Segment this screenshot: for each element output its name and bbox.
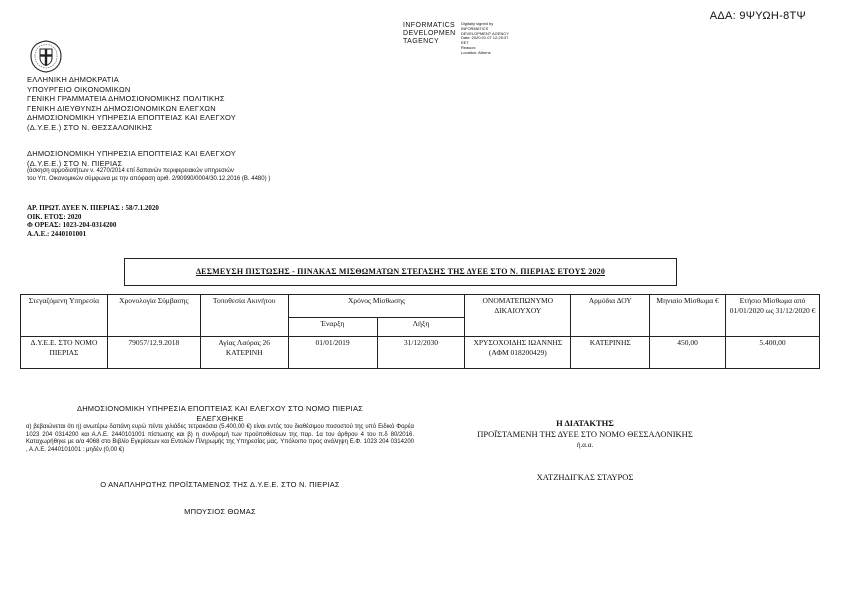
protocol-number: ΑΡ. ΠΡΩΤ. ΔΥΕΕ Ν. ΠΙΕΡΙΑΣ : 58/7.1.2020: [27, 204, 159, 212]
authorizer-heading: Η ΔΙΑΤΑΚΤΗΣ: [556, 418, 614, 428]
header-line: ΓΕΝΙΚΗ ΓΡΑΜΜΑΤΕΙΑ ΔΗΜΟΣΙΟΝΟΜΙΚΗΣ ΠΟΛΙΤΙΚΗΣ: [27, 94, 225, 103]
header-line: ΓΕΝΙΚΗ ΔΙΕΥΘΥΝΣΗ ΔΗΜΟΣΙΟΝΟΜΙΚΩΝ ΕΛΕΓΧΩΝ: [27, 103, 216, 113]
col-header-annual: Ετήσιο Μίσθωμα από 01/01/2020 ως 31/12/2020 €: [726, 295, 820, 337]
verification-heading: [26, 404, 414, 423]
body-code: Φ ΟΡΕΑΣ: 1023-204-0314200: [27, 221, 117, 229]
authorizer-title: ΠΡΟΪΣΤΑΜΕΝΗ ΤΗΣ ΔΥΕΕ ΣΤΟ ΝΟΜΟ ΘΕΣΣΑΛΟΝΙΚΗΣ: [477, 429, 693, 439]
cell-annual: 5.400,00: [726, 337, 820, 369]
signature-line: EET: [461, 40, 469, 46]
cell-end: 31/12/2030: [377, 337, 465, 369]
signature-details: [461, 22, 509, 56]
header-line: ΥΠΟΥΡΓΕΙΟ ΟΙΚΟΝΟΜΙΚΩΝ: [27, 84, 131, 94]
verification-checked: ΕΛΕΓΧΘΗΚΕ: [196, 413, 244, 423]
signature-line: INFORMATICS: [461, 25, 489, 31]
authorizing-officer: [440, 418, 730, 483]
col-header-contract-date: Χρονολογία Σύμβασης: [107, 295, 200, 337]
signature-line: Location: Athens: [461, 49, 491, 55]
deputy-title: Ο ΑΝΑΠΛΗΡΩΤΗΣ ΠΡΟΪΣΤΑΜΕΝΟΣ ΤΗΣ Δ.Υ.Ε.Ε. ΣΤΟ Ν. ΠΙΕΡΙΑΣ: [100, 480, 340, 489]
signature-line: Date: 2020.01.07 12:25:37: [461, 35, 509, 41]
signature-org: [403, 22, 456, 46]
header-line: ΕΛΛΗΝΙΚΗ ΔΗΜΟΚΡΑΤΙΑ: [27, 75, 119, 84]
header-line: ΔΗΜΟΣΙΟΝΟΜΙΚΗ ΥΠΗΡΕΣΙΑ ΕΠΟΠΤΕΙΑΣ ΚΑΙ ΕΛΕΓΧΟΥ: [27, 113, 237, 122]
verification-body: α) βεβαιώνεται ότι η) ανωτέρω δαπάνη ευρώ πέντε χιλιάδες τετρακόσια (5.400,00 €) είναι εντός του διαθέσιμου ποσοστού της υπό Ειδικό Φορέα 1023 204 0314200 και Α.Λ.Ε. 2440101001 πίστωσης και β) η συνδρομή των προϋποθέσεων της παρ. 1α του άρθρου 4 του π.δ 80/2016. Καταχωρήθηκε με α/α 4068 στο Βιβλίο Εγκρίσεων και Εντολών Πληρωμής της Υπηρεσίας μας. Υπόλοιπο προς ανάληψη Ε.Φ. 1023 204 0314200 , Α.Λ.Ε. 2440101001 : μηδέν (0,00 €): [26, 424, 414, 453]
signature-org-line: INFORMATICS: [403, 22, 456, 29]
reference-block: [27, 204, 159, 238]
cell-doy: ΚΑΤΕΡΙΝΗΣ: [571, 337, 650, 369]
header-service: [27, 149, 270, 183]
cell-start: 01/01/2019: [288, 337, 377, 369]
signature-line: Reason:: [461, 44, 476, 50]
header-line: (Δ.Υ.Ε.Ε.) ΣΤΟ Ν. ΘΕΣΣΑΛΟΝΙΚΗΣ: [27, 122, 153, 132]
signature-org-line: TAGENCY: [403, 38, 440, 45]
lease-table: [20, 294, 820, 369]
col-header-address: Τοποθεσία Ακινήτου: [200, 295, 288, 337]
header-note: του Υπ. Οικονομικών σύμφωνα με την απόφαση αριθ. 2/90990/0004/30.12.2016 (Β. 4480) ): [27, 175, 271, 182]
deputy-name: ΜΠΟΥΣΙΟΣ ΘΩΜΑΣ: [184, 507, 256, 516]
col-header-duration: Χρόνος Μίσθωσης: [288, 295, 465, 318]
col-header-start: Έναρξη: [288, 318, 377, 337]
table-header-row: [21, 295, 820, 318]
authorizer-note: ή.α.α.: [576, 441, 594, 449]
ada-code: ΑΔΑ: 9ΨΥΩΗ-8ΤΨ: [709, 10, 806, 22]
col-header-monthly: Μηνιαίο Μίσθωμα €: [650, 295, 726, 337]
document-title: ΔΕΣΜΕΥΣΗ ΠΙΣΤΩΣΗΣ - ΠΙΝΑΚΑΣ ΜΙΣΘΩΜΑΤΩΝ ΣΤΕΓΑΣΗΣ ΤΗΣ ΔΥΕΕ ΣΤΟ Ν. ΠΙΕΡΙΑΣ ΕΤΟΥΣ 2020: [195, 267, 606, 276]
cell-beneficiary: ΧΡΥΣΟΧΟΙΔΗΣ ΙΩΑΝΝΗΣ (ΑΦΜ 018200429): [465, 337, 571, 369]
verification-service: ΔΗΜΟΣΙΟΝΟΜΙΚΗ ΥΠΗΡΕΣΙΑ ΕΠΟΠΤΕΙΑΣ ΚΑΙ ΕΛΕΓΧΟΥ ΣΤΟ ΝΟΜΟ ΠΙΕΡΙΑΣ: [76, 404, 363, 413]
col-header-doy: Αρμόδια ΔΟΥ: [571, 295, 650, 337]
table-row: [21, 337, 820, 369]
cell-contract-date: 79057/12.9.2018: [107, 337, 200, 369]
col-header-beneficiary: ΟΝΟΜΑΤΕΠΩΝΥΜΟ ΔΙΚΑΙΟΥΧΟΥ: [465, 295, 571, 337]
header-note: (άσκηση αρμοδιοτήτων ν. 4270/2014 επί δαπανών περιφερειακών υπηρεσιών: [27, 168, 234, 174]
authorizer-name: ΧΑΤΖΗΔΙΓΚΑΣ ΣΤΑΥΡΟΣ: [536, 472, 634, 482]
col-header-service: Στεγαζόμενη Υπηρεσία: [21, 295, 108, 337]
cell-monthly: 450,00: [650, 337, 726, 369]
header-line: ΔΗΜΟΣΙΟΝΟΜΙΚΗ ΥΠΗΡΕΣΙΑ ΕΠΟΠΤΕΙΑΣ ΚΑΙ ΕΛΕΓΧΟΥ: [27, 149, 237, 158]
signature-org-line: DEVELOPMEN: [403, 30, 456, 37]
fiscal-year: ΟΙΚ. ΕΤΟΣ: 2020: [27, 212, 82, 221]
cell-address: Αγίας Λαύρας 26 ΚΑΤΕΡΙΝΗ: [200, 337, 288, 369]
ale-code: Α.Λ.Ε.: 2440101001: [27, 229, 87, 238]
header-line: (Δ.Υ.Ε.Ε.) ΣΤΟ Ν. ΠΙΕΡΙΑΣ: [27, 158, 123, 168]
greek-emblem-icon: [28, 38, 64, 74]
header-authority: [27, 75, 236, 132]
col-header-end: Λήξη: [377, 318, 465, 337]
document-title-box: [124, 258, 677, 286]
signature-line: Digitally signed by: [461, 21, 494, 26]
cell-service: Δ.Υ.Ε.Ε. ΣΤΟ ΝΟΜΟ ΠΙΕΡΙΑΣ: [21, 337, 108, 369]
signature-line: DEVELOPMENT AGENCY: [461, 30, 509, 36]
